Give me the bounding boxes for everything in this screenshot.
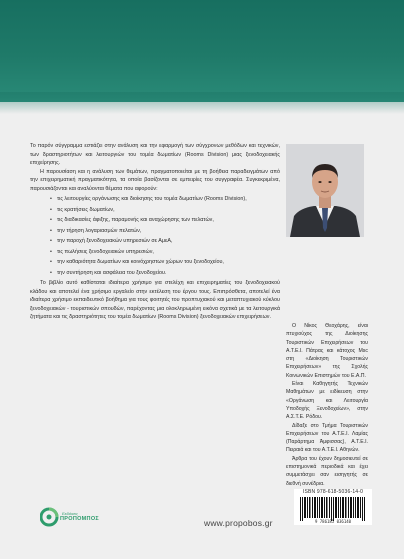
publisher-website: www.propobos.gr bbox=[204, 518, 273, 528]
topics-paragraph: Η παρουσίαση και η ανάλυση των θεμάτων, πραγματοποιείται με τη βοήθεια παραδειγμάτων από την επιχειρηματική πραγματικότητα, τα οποία βασίζονται σε εμπειρίες του συγγραφέα. Συγκεκριμένα, παρουσιάζονται και αναλύονται θέματα που αφορούν: bbox=[30, 168, 280, 192]
top-color-band bbox=[0, 0, 404, 102]
author-photo bbox=[286, 144, 364, 237]
barcode-bars-icon bbox=[300, 497, 366, 521]
bio-paragraph: Ο Νίκος Θεοχάρης, είναι πτυχιούχος της Διοίκησης Τουριστικών Επιχειρήσεων του Α.Τ.Ε.Ι. Πάτρας και κάτοχος Msc στη «Διοίκηση Τουριστικών Επιχειρήσεων» της Σχολής Κοινωνικών Επιστημών του Ε.Α.Π. bbox=[286, 323, 368, 379]
bio-paragraph: Δίδαξε στο Τμήμα Τουριστικών Επιχειρήσεων του Α.Τ.Ε.Ι. Λαμίας (Παράρτημα Άμφισσας), Α.Τ.Ε.Ι. Πειραιά και του Α.Τ.Ε.Ι. Αθηνών. bbox=[286, 422, 368, 454]
topics-list bbox=[30, 195, 280, 277]
band-fade bbox=[0, 92, 404, 114]
list-item: • την καθαριότητα δωματίων και κοινόχρηστων χώρων του ξενοδοχείου, bbox=[50, 258, 280, 266]
bio-paragraph: Είναι Καθηγητής Τεχνικών Μαθημάτων με ειδίκευση στην «Οργάνωση και Λειτουργία Υποδοχής Ξενοδοχείων», στην Α.Σ.Τ.Ε. Ρόδου. bbox=[286, 381, 368, 421]
publisher-name: ΠΡΟΠΟΜΠΟΣ bbox=[60, 516, 100, 522]
list-item: • τις διαδικασίες άφιξης, παραμονής και αναχώρησης των πελατών, bbox=[50, 216, 280, 224]
list-item: • τις πωλήσεις ξενοδοχειακών υπηρεσιών, bbox=[50, 248, 280, 256]
usage-paragraph: Το βιβλίο αυτό καθίσταται ιδιαίτερα χρήσιμο για στελέχη και επιχειρηματίες του ξενοδοχειακού κλάδου και αποτελεί ένα χρήσιμο εργαλείο στην εκτέλεση του έργου τους. Επιπρόσθετα, αποτελεί ένα ιδιαίτερα χρήσιμο εκπαιδευτικό βοήθημα για τους φοιτητές του προπτυχιακού και μεταπτυχιακού κύκλου ξενοδοχειακών - τουριστικών σπουδών, παρέχοντας μια ολοκληρωμένη εικόνα σχετικά με τα λειτουργικά ζητήματα και τις δραστηριότητες του τομέα δωματίων (Rooms Division) ξενοδοχειακών επιχειρήσεων. bbox=[30, 280, 280, 320]
list-item: • την παροχή ξενοδοχειακών υπηρεσιών σε ΑμεΑ, bbox=[50, 237, 280, 245]
publisher-logo bbox=[40, 500, 100, 534]
author-portrait-icon bbox=[286, 144, 364, 237]
list-item: • την συντήρηση και ασφάλεια του ξενοδοχείου. bbox=[50, 269, 280, 277]
list-item: • τις κρατήσεις δωματίων, bbox=[50, 206, 280, 214]
publisher-small-label: Εκδόσεις bbox=[62, 511, 79, 516]
intro-paragraph: Το παρόν σύγγραμμα εστιάζει στην ανάλυση και την εφαρμογή των σύγχρονων μεθόδων και τεχνικών, των δραστηριοτήτων και λειτουργιών του τομέα δωματίων (Rooms Division) μιας ξενοδοχειακής επιχείρησης. bbox=[30, 143, 280, 166]
list-item: • τις λειτουργίες οργάνωσης και διοίκησης του τομέα δωματίων (Rooms Division), bbox=[50, 195, 280, 203]
author-bio bbox=[286, 322, 368, 488]
barcode-digits: 9 786185 036140 bbox=[314, 519, 352, 524]
list-item: • την τήρηση λογαριασμών πελατών, bbox=[50, 227, 280, 235]
barcode bbox=[294, 489, 372, 525]
bio-paragraph: Άρθρα του έχουν δημοσιευτεί σε επιστημονικά περιοδικά και έχει συμμετάσχει σαν εισηγητής σε διεθνή συνέδρια. bbox=[286, 455, 368, 487]
main-description bbox=[30, 142, 280, 322]
isbn-label: ISBN 978-618-5036-14-0 bbox=[302, 489, 364, 495]
